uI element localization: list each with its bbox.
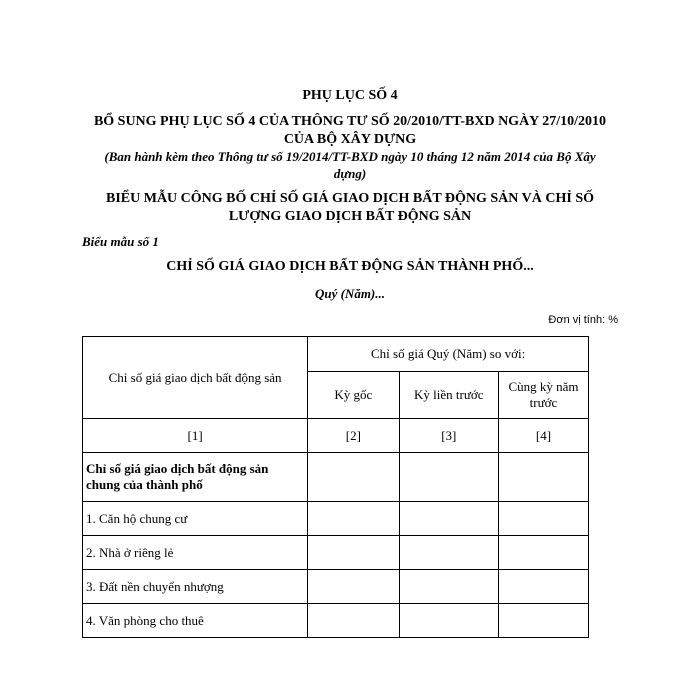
compare-header-cell: Chỉ số giá Quý (Năm) so với: (308, 337, 589, 372)
row-label-apartments: 1. Căn hộ chung cư (83, 502, 308, 536)
form-number: Biểu mẫu số 1 (82, 234, 159, 249)
row-label-office-rental: 4. Văn phòng cho thuê (83, 604, 308, 638)
column-number: [2] (308, 419, 399, 453)
table-cell (399, 453, 498, 502)
table-cell (399, 604, 498, 638)
form-title: BIỂU MẪU CÔNG BỐ CHỈ SỐ GIÁ GIAO DỊCH BẤT ĐỘNG SẢN VÀ CHỈ SỐ LƯỢNG GIAO DỊCH BẤT ĐỘNG SẢN (106, 191, 594, 224)
column-number: [1] (83, 419, 308, 453)
index-title: CHỈ SỐ GIÁ GIAO DỊCH BẤT ĐỘNG SẢN THÀNH PHỐ... (166, 259, 534, 274)
table-cell (399, 570, 498, 604)
table-row (83, 453, 589, 502)
supplement-title: BỔ SUNG PHỤ LỤC SỐ 4 CỦA THÔNG TƯ SỐ 20/2010/TT-BXD NGÀY 27/10/2010 CỦA BỘ XÂY DỰNG (93, 114, 607, 147)
column-number: [4] (498, 419, 588, 453)
row-header-cell: Chỉ số giá giao dịch bất động sản (83, 337, 308, 419)
table-header-row (83, 337, 589, 372)
table-cell (308, 502, 399, 536)
table-cell (308, 604, 399, 638)
table-cell (498, 604, 588, 638)
table-cell (399, 536, 498, 570)
issued-with-note: (Ban hành kèm theo Thông tư số 19/2014/TT-BXD ngày 10 tháng 12 năm 2014 của Bộ Xây dựng) (104, 149, 596, 181)
column-number: [3] (399, 419, 498, 453)
column-number-row (83, 419, 589, 453)
table-row (83, 536, 589, 570)
row-label-city-overall: Chỉ số giá giao dịch bất động sản chung của thành phố (83, 453, 308, 502)
period-label: Quý (Năm)... (314, 286, 386, 301)
row-label-individual-houses: 2. Nhà ở riêng lẻ (83, 536, 308, 570)
appendix-title: PHỤ LỤC SỐ 4 (302, 88, 398, 103)
table-cell (308, 536, 399, 570)
column-header-base-period: Kỳ gốc (308, 372, 399, 419)
column-header-previous-period: Kỳ liền trước (399, 372, 498, 419)
row-label-land-plots: 3. Đất nền chuyển nhượng (83, 570, 308, 604)
table-cell (308, 453, 399, 502)
table-row (83, 570, 589, 604)
table-cell (498, 453, 588, 502)
table-cell (498, 502, 588, 536)
unit-label: Đơn vị tính: % (548, 314, 618, 326)
table-row (83, 604, 589, 638)
table-cell (498, 570, 588, 604)
table-cell (399, 502, 498, 536)
table-cell (308, 570, 399, 604)
table-cell (498, 536, 588, 570)
column-header-same-period-last-year: Cùng kỳ năm trước (498, 372, 588, 419)
price-index-table (82, 336, 589, 638)
table-row (83, 502, 589, 536)
